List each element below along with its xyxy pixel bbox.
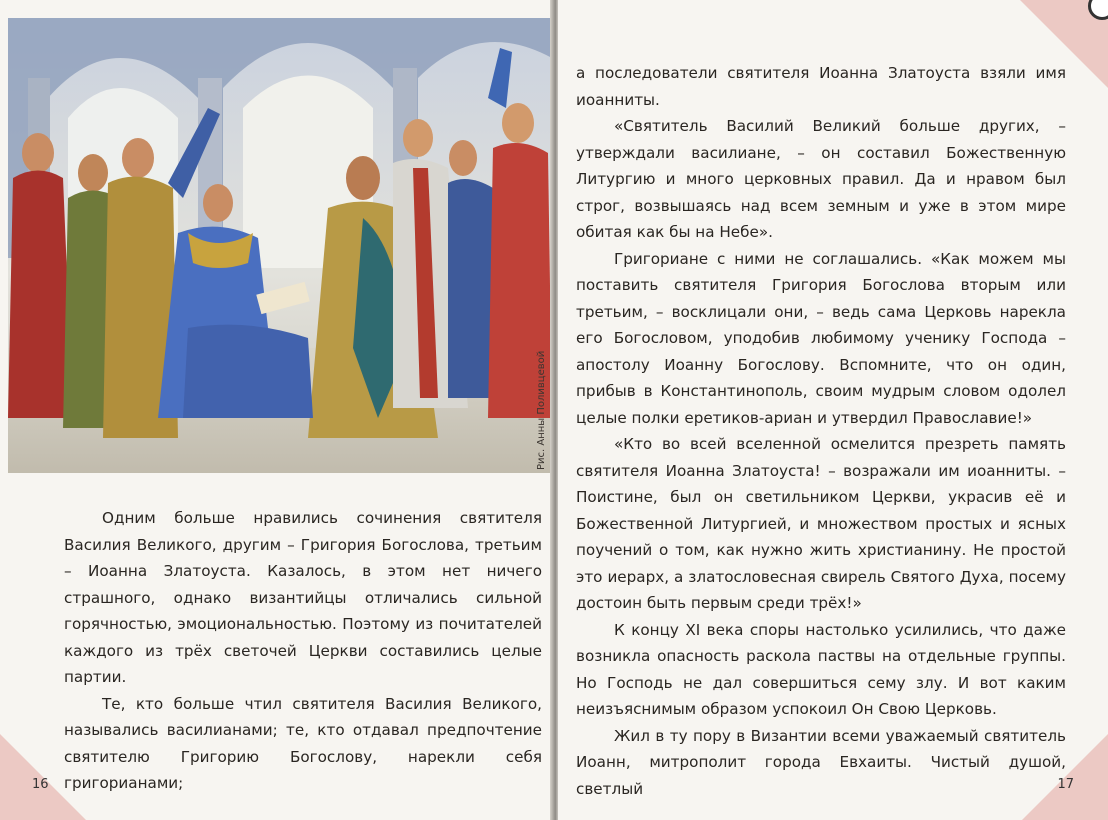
left-page-number: 16 xyxy=(32,777,49,792)
right-paragraph-1: а последователи святителя Иоанна Златоуста взяли имя иоанниты. xyxy=(576,64,1066,109)
left-text-block xyxy=(64,505,542,797)
right-paragraph-3: Григориане с ними не соглашались. «Как можем мы поставить святителя Григория Богослова вторым или третьим, – восклицали они, – ведь сама Церковь нарекла его Богословом, уподобив любимому ученику Господа – апостолу Иоанну Богослову. Вспомните, что он один, прибыв в Константинополь, своим мудрым словом одолел целые полки еретиков-ариан и утвердил Православие!» xyxy=(576,249,1066,427)
illustration-image xyxy=(8,18,552,484)
right-paragraph-2: «Святитель Василий Великий больше других, – утверждали василиане, – он составил Божественную Литургию и много церковных правил. Да и нравом был строг, возвышаясь над всем земным и уже в этом мире обитая как бы на Небе». xyxy=(576,117,1066,241)
left-page xyxy=(0,0,552,820)
right-paragraph-4: «Кто во всей вселенной осмелится презреть память святителя Иоанна Златоуста! – возражали им иоанниты. – Поистине, был он светильником Церкви, украсив её и Божественной Литургией, и множеством простых и ясных поучений о том, как нужно жить христианину. Не простой это иерарх, а златословесная свирель Святого Духа, посему достоин быть первым среди трёх!» xyxy=(576,435,1066,612)
illustration-disputing-men xyxy=(8,18,552,484)
left-paragraph-1: Одним больше нравились сочинения святителя Василия Великого, другим – Григория Богослова, третьим – Иоанна Златоуста. Казалось, в этом нет ничего страшного, однако византийцы отличались сильной горячностью, эмоциональностью. Поэтому из почитателей каждого из трёх светочей Церкви составились целые партии. xyxy=(64,509,542,686)
illustration-credit: Рис. Анны Поливцевой xyxy=(536,350,547,470)
right-page xyxy=(558,0,1108,820)
right-page-number: 17 xyxy=(1057,777,1074,792)
left-paragraph-2: Те, кто больше чтил святителя Василия Великого, назывались василианами; те, кто отдавал предпочтение святителю Григорию Богослову, нарекли себя григорианами; xyxy=(64,694,542,792)
right-text-block xyxy=(576,60,1066,802)
right-paragraph-6: Жил в ту пору в Византии всеми уважаемый святитель Иоанн, митрополит города Евхаиты. Чистый душой, светлый xyxy=(576,726,1066,798)
right-paragraph-5: К концу XI века споры настолько усилились, что даже возникла опасность раскола паствы на отдельные группы. Но Господь не дал совершиться сему злу. И вот каким неизъяснимым образом успокоил Он Свою Церковь. xyxy=(576,620,1066,718)
